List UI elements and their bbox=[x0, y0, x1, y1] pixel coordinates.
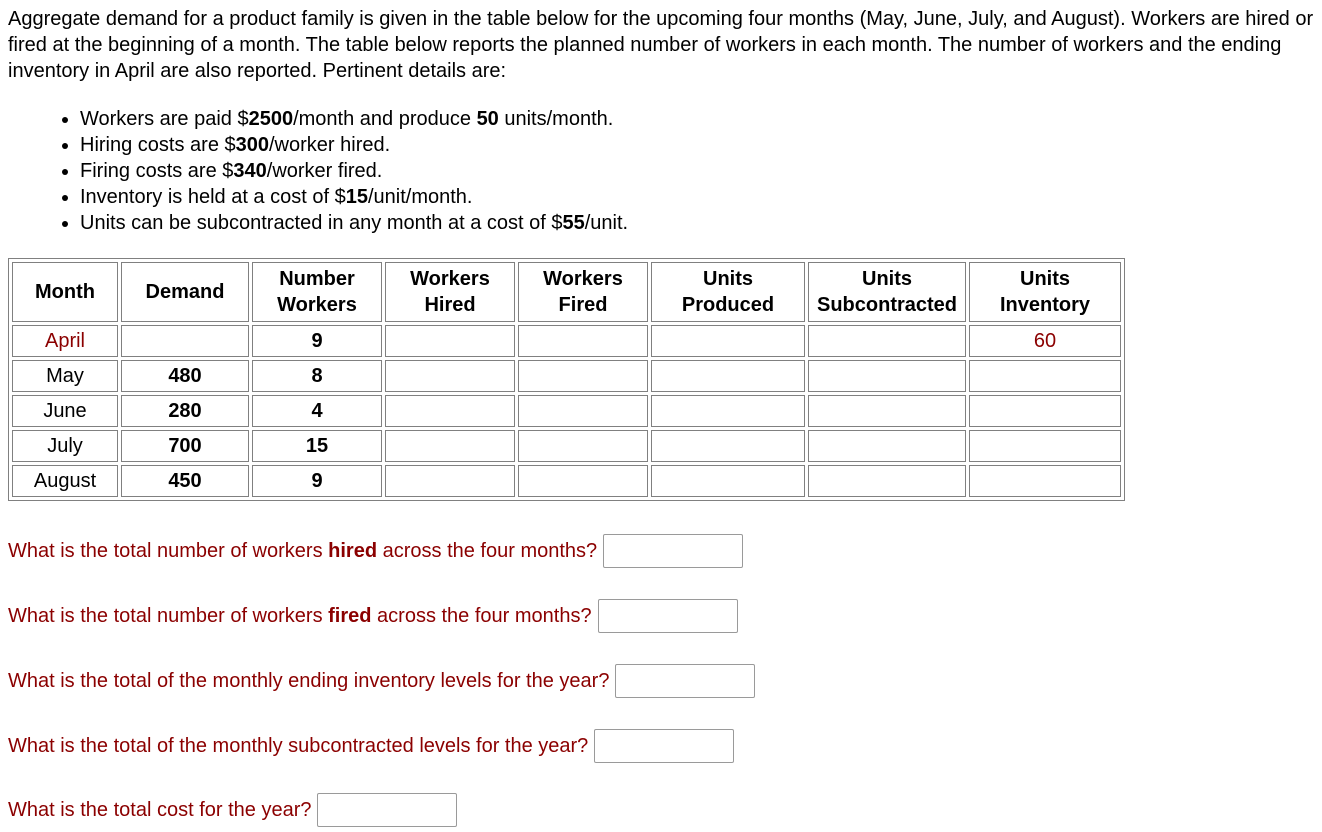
cell-month: June bbox=[12, 395, 118, 427]
cell-hired bbox=[385, 430, 515, 462]
cell-fired bbox=[518, 360, 648, 392]
cell-inventory: 60 bbox=[969, 325, 1121, 357]
cell-month: July bbox=[12, 430, 118, 462]
problem-intro: Aggregate demand for a product family is given in the table below for the upcoming four months (May, June, July, and August). Workers are hired or fired at the beginning of a month. The table below reports the planned number of workers in each month. The number of workers and the ending inventory in April are also reported. Pertinent details are: bbox=[8, 8, 1314, 82]
cell-subcontracted bbox=[808, 325, 966, 357]
cell-hired bbox=[385, 465, 515, 497]
header-demand: Demand bbox=[121, 262, 249, 322]
question-total-cost bbox=[8, 793, 457, 827]
header-units-produced: Units Produced bbox=[651, 262, 805, 322]
detail-subcontract: • Units can be subcontracted in any month at a cost of $55/unit. bbox=[80, 210, 628, 236]
cell-subcontracted bbox=[808, 395, 966, 427]
question-ending-inventory bbox=[8, 664, 755, 698]
answer-input-total-cost[interactable] bbox=[317, 793, 457, 827]
cell-inventory bbox=[969, 465, 1121, 497]
cell-month: April bbox=[12, 325, 118, 357]
details-list bbox=[40, 106, 628, 236]
cell-demand: 700 bbox=[121, 430, 249, 462]
question-workers-fired bbox=[8, 599, 738, 633]
table-row-april bbox=[12, 325, 1121, 357]
cell-hired bbox=[385, 360, 515, 392]
cell-subcontracted bbox=[808, 430, 966, 462]
cell-demand: 280 bbox=[121, 395, 249, 427]
cell-month: August bbox=[12, 465, 118, 497]
question-text: What is the total of the monthly ending inventory levels for the year? bbox=[8, 669, 610, 692]
table-header-row bbox=[12, 262, 1121, 322]
table-row-july bbox=[12, 430, 1121, 462]
cell-fired bbox=[518, 430, 648, 462]
question-text: What is the total number of workers hired across the four months? bbox=[8, 539, 598, 562]
cell-produced bbox=[651, 325, 805, 357]
cell-inventory bbox=[969, 430, 1121, 462]
detail-inventory: • Inventory is held at a cost of $15/unit/month. bbox=[80, 184, 628, 210]
cell-demand: 480 bbox=[121, 360, 249, 392]
cell-inventory bbox=[969, 395, 1121, 427]
header-month: Month bbox=[12, 262, 118, 322]
aggregate-plan-table bbox=[8, 258, 1125, 501]
question-subcontracted bbox=[8, 729, 734, 763]
table-row-august bbox=[12, 465, 1121, 497]
cell-demand: 450 bbox=[121, 465, 249, 497]
question-text: What is the total number of workers fired across the four months? bbox=[8, 604, 592, 627]
header-units-inventory: Units Inventory bbox=[969, 262, 1121, 322]
question-text: What is the total of the monthly subcontracted levels for the year? bbox=[8, 734, 589, 757]
cell-fired bbox=[518, 465, 648, 497]
header-workers-hired: Workers Hired bbox=[385, 262, 515, 322]
cell-workers: 8 bbox=[252, 360, 382, 392]
cell-hired bbox=[385, 325, 515, 357]
cell-workers: 4 bbox=[252, 395, 382, 427]
cell-produced bbox=[651, 395, 805, 427]
detail-wages: • Workers are paid $2500/month and produce 50 units/month. bbox=[80, 106, 628, 132]
cell-subcontracted bbox=[808, 360, 966, 392]
answer-input-workers-hired[interactable] bbox=[603, 534, 743, 568]
answer-input-workers-fired[interactable] bbox=[598, 599, 738, 633]
table-row-june bbox=[12, 395, 1121, 427]
detail-hiring: • Hiring costs are $300/worker hired. bbox=[80, 132, 628, 158]
answer-input-ending-inventory[interactable] bbox=[615, 664, 755, 698]
header-number-workers: Number Workers bbox=[252, 262, 382, 322]
cell-month: May bbox=[12, 360, 118, 392]
cell-produced bbox=[651, 465, 805, 497]
answer-input-subcontracted[interactable] bbox=[594, 729, 734, 763]
table-row-may bbox=[12, 360, 1121, 392]
cell-hired bbox=[385, 395, 515, 427]
cell-workers: 9 bbox=[252, 465, 382, 497]
header-workers-fired: Workers Fired bbox=[518, 262, 648, 322]
cell-produced bbox=[651, 360, 805, 392]
header-units-subcontracted: Units Subcontracted bbox=[808, 262, 966, 322]
detail-firing: • Firing costs are $340/worker fired. bbox=[80, 158, 628, 184]
question-text: What is the total cost for the year? bbox=[8, 798, 312, 821]
question-workers-hired bbox=[8, 534, 743, 568]
cell-produced bbox=[651, 430, 805, 462]
cell-fired bbox=[518, 395, 648, 427]
cell-fired bbox=[518, 325, 648, 357]
cell-demand bbox=[121, 325, 249, 357]
cell-workers: 9 bbox=[252, 325, 382, 357]
cell-inventory bbox=[969, 360, 1121, 392]
cell-subcontracted bbox=[808, 465, 966, 497]
cell-workers: 15 bbox=[252, 430, 382, 462]
